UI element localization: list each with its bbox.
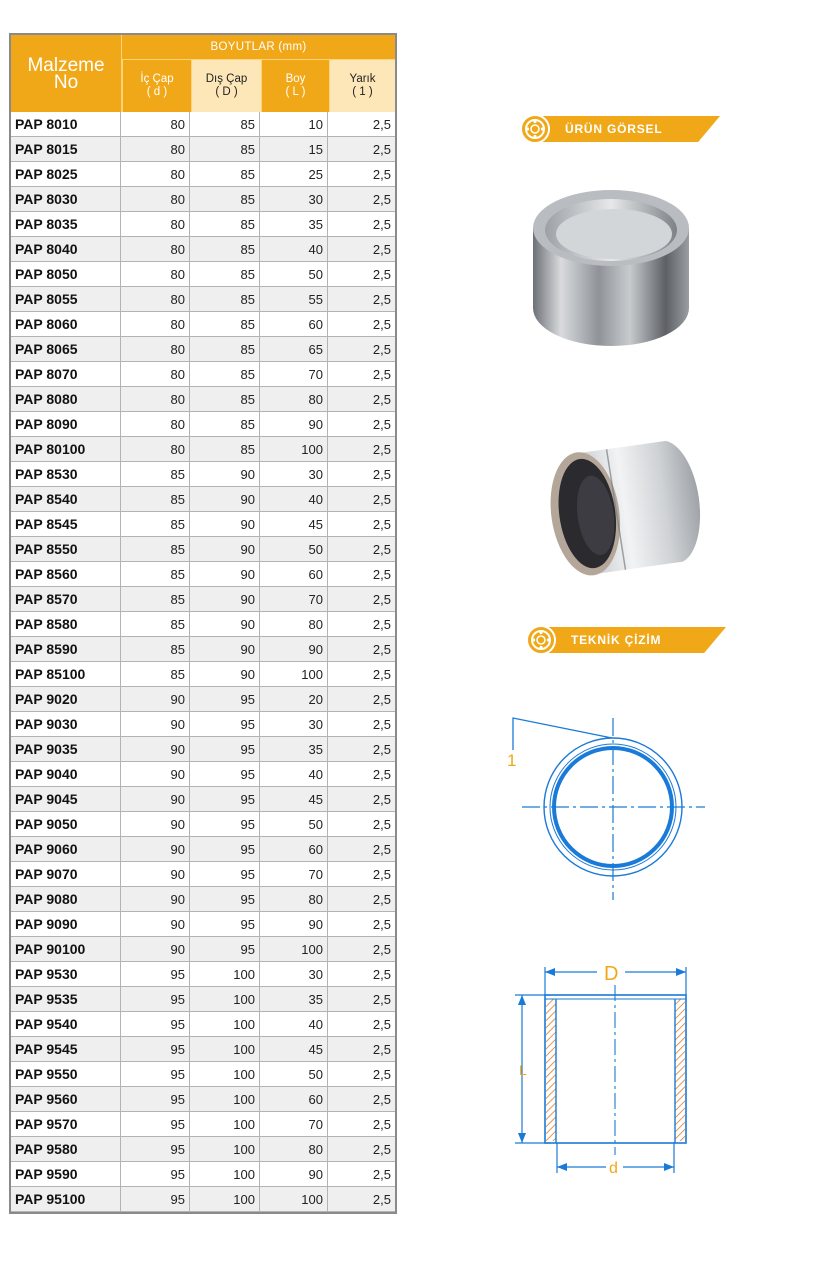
cell-outer-diameter: 85 — [190, 212, 260, 237]
cell-length: 15 — [260, 137, 328, 162]
cell-material-no: PAP 9545 — [11, 1037, 121, 1062]
cell-material-no: PAP 8590 — [11, 637, 121, 662]
product-photo-composite-bushing — [524, 420, 714, 585]
cell-material-no: PAP 8010 — [11, 112, 121, 137]
cell-length: 50 — [260, 537, 328, 562]
cell-inner-diameter: 90 — [121, 762, 190, 787]
section-title-drawing: TEKNİK ÇİZİM — [571, 633, 662, 647]
cell-inner-diameter: 85 — [121, 462, 190, 487]
cell-outer-diameter: 95 — [190, 762, 260, 787]
cell-material-no: PAP 8030 — [11, 187, 121, 212]
cell-inner-diameter: 85 — [121, 637, 190, 662]
cell-outer-diameter: 90 — [190, 512, 260, 537]
cell-outer-diameter: 100 — [190, 1012, 260, 1037]
cell-length: 100 — [260, 937, 328, 962]
cell-outer-diameter: 100 — [190, 1087, 260, 1112]
cell-inner-diameter: 90 — [121, 937, 190, 962]
cell-outer-diameter: 95 — [190, 812, 260, 837]
table-row — [11, 612, 395, 637]
cell-material-no: PAP 8550 — [11, 537, 121, 562]
length-label: L — [519, 1062, 527, 1078]
cell-length: 25 — [260, 162, 328, 187]
cell-gap: 2,5 — [328, 712, 395, 737]
table-header — [11, 35, 395, 112]
cell-inner-diameter: 90 — [121, 912, 190, 937]
header-yarik-label: Yarık — [349, 73, 376, 85]
table-row — [11, 937, 395, 962]
cell-inner-diameter: 90 — [121, 837, 190, 862]
table-row — [11, 237, 395, 262]
cell-material-no: PAP 9580 — [11, 1137, 121, 1162]
cell-gap: 2,5 — [328, 262, 395, 287]
cell-length: 60 — [260, 562, 328, 587]
cell-length: 20 — [260, 687, 328, 712]
cell-gap: 2,5 — [328, 912, 395, 937]
cell-gap: 2,5 — [328, 962, 395, 987]
gap-label: 1 — [507, 751, 517, 770]
cell-gap: 2,5 — [328, 987, 395, 1012]
cell-material-no: PAP 8570 — [11, 587, 121, 612]
table-row — [11, 362, 395, 387]
cell-material-no: PAP 9060 — [11, 837, 121, 862]
cell-material-no: PAP 8580 — [11, 612, 121, 637]
table-row — [11, 912, 395, 937]
cell-length: 45 — [260, 512, 328, 537]
cell-inner-diameter: 90 — [121, 862, 190, 887]
cell-inner-diameter: 95 — [121, 962, 190, 987]
cell-length: 40 — [260, 487, 328, 512]
cell-outer-diameter: 85 — [190, 287, 260, 312]
header-boyutlar: BOYUTLAR (mm) — [122, 35, 395, 60]
cell-length: 90 — [260, 1162, 328, 1187]
cell-inner-diameter: 90 — [121, 737, 190, 762]
cell-gap: 2,5 — [328, 237, 395, 262]
cell-length: 60 — [260, 1087, 328, 1112]
table-row — [11, 962, 395, 987]
cell-length: 30 — [260, 712, 328, 737]
cell-outer-diameter: 100 — [190, 1062, 260, 1087]
cell-inner-diameter: 90 — [121, 812, 190, 837]
cell-length: 70 — [260, 587, 328, 612]
cell-length: 50 — [260, 1062, 328, 1087]
table-row — [11, 712, 395, 737]
table-row — [11, 737, 395, 762]
table-row — [11, 187, 395, 212]
cell-length: 40 — [260, 1012, 328, 1037]
cell-material-no: PAP 8025 — [11, 162, 121, 187]
cell-material-no: PAP 9530 — [11, 962, 121, 987]
cell-outer-diameter: 95 — [190, 787, 260, 812]
cell-inner-diameter: 80 — [121, 112, 190, 137]
cell-outer-diameter: 95 — [190, 912, 260, 937]
cell-gap: 2,5 — [328, 537, 395, 562]
cell-material-no: PAP 9080 — [11, 887, 121, 912]
outer-diameter-label: D — [604, 963, 619, 985]
header-dis-cap — [191, 60, 261, 112]
header-boy — [261, 60, 329, 112]
cell-material-no: PAP 9045 — [11, 787, 121, 812]
drawing-side-view — [505, 955, 705, 1185]
cell-length: 70 — [260, 362, 328, 387]
cell-material-no: PAP 9570 — [11, 1112, 121, 1137]
cell-inner-diameter: 90 — [121, 887, 190, 912]
cell-outer-diameter: 100 — [190, 1037, 260, 1062]
table-row — [11, 587, 395, 612]
table-row — [11, 412, 395, 437]
table-row — [11, 312, 395, 337]
cell-outer-diameter: 85 — [190, 262, 260, 287]
cell-outer-diameter: 95 — [190, 862, 260, 887]
cell-material-no: PAP 8035 — [11, 212, 121, 237]
cell-length: 90 — [260, 637, 328, 662]
cell-material-no: PAP 9590 — [11, 1162, 121, 1187]
cell-material-no: PAP 9090 — [11, 912, 121, 937]
table-row — [11, 762, 395, 787]
cell-length: 40 — [260, 237, 328, 262]
cell-outer-diameter: 85 — [190, 237, 260, 262]
header-dis-cap-symbol: ( D ) — [215, 86, 238, 98]
cell-inner-diameter: 85 — [121, 562, 190, 587]
cell-material-no: PAP 8080 — [11, 387, 121, 412]
cell-length: 70 — [260, 862, 328, 887]
cell-gap: 2,5 — [328, 862, 395, 887]
cell-length: 80 — [260, 1137, 328, 1162]
cell-length: 60 — [260, 312, 328, 337]
cell-material-no: PAP 8545 — [11, 512, 121, 537]
cell-gap: 2,5 — [328, 362, 395, 387]
cell-inner-diameter: 80 — [121, 287, 190, 312]
cell-outer-diameter: 95 — [190, 937, 260, 962]
table-row — [11, 287, 395, 312]
cell-gap: 2,5 — [328, 337, 395, 362]
cell-length: 50 — [260, 812, 328, 837]
table-row — [11, 462, 395, 487]
bearing-logo-icon — [520, 114, 550, 144]
header-yarik-symbol: ( 1 ) — [352, 86, 373, 98]
cell-inner-diameter: 80 — [121, 437, 190, 462]
table-row — [11, 862, 395, 887]
inner-diameter-label: d — [609, 1160, 618, 1177]
cell-outer-diameter: 95 — [190, 712, 260, 737]
cell-outer-diameter: 85 — [190, 387, 260, 412]
cell-material-no: PAP 85100 — [11, 662, 121, 687]
header-ic-cap-symbol: ( d ) — [146, 86, 168, 98]
cell-outer-diameter: 95 — [190, 837, 260, 862]
header-ic-cap — [122, 60, 191, 112]
header-malzeme-no — [11, 35, 122, 112]
cell-inner-diameter: 80 — [121, 237, 190, 262]
cell-inner-diameter: 90 — [121, 712, 190, 737]
header-dis-cap-label: Dış Çap — [205, 73, 248, 85]
cell-material-no: PAP 8055 — [11, 287, 121, 312]
table-row — [11, 1162, 395, 1187]
cell-material-no: PAP 8050 — [11, 262, 121, 287]
cell-gap: 2,5 — [328, 212, 395, 237]
table-row — [11, 637, 395, 662]
cell-outer-diameter: 100 — [190, 1162, 260, 1187]
cell-material-no: PAP 8540 — [11, 487, 121, 512]
cell-material-no: PAP 90100 — [11, 937, 121, 962]
cell-material-no: PAP 9540 — [11, 1012, 121, 1037]
cell-inner-diameter: 95 — [121, 1187, 190, 1212]
cell-length: 35 — [260, 737, 328, 762]
cell-length: 35 — [260, 987, 328, 1012]
header-no-label: No — [53, 71, 79, 93]
cell-material-no: PAP 8015 — [11, 137, 121, 162]
product-photo-steel-bushing — [528, 178, 694, 358]
cell-gap: 2,5 — [328, 587, 395, 612]
cell-material-no: PAP 9035 — [11, 737, 121, 762]
cell-outer-diameter: 95 — [190, 737, 260, 762]
cell-material-no: PAP 9070 — [11, 862, 121, 887]
cell-gap: 2,5 — [328, 1187, 395, 1212]
cell-gap: 2,5 — [328, 812, 395, 837]
cell-length: 100 — [260, 1187, 328, 1212]
cell-gap: 2,5 — [328, 887, 395, 912]
cell-length: 45 — [260, 787, 328, 812]
cell-material-no: PAP 9020 — [11, 687, 121, 712]
header-boy-label: Boy — [285, 73, 306, 85]
header-ic-cap-label: İç Çap — [140, 73, 174, 85]
cell-outer-diameter: 90 — [190, 562, 260, 587]
cell-outer-diameter: 100 — [190, 1187, 260, 1212]
cell-inner-diameter: 80 — [121, 412, 190, 437]
cell-material-no: PAP 9550 — [11, 1062, 121, 1087]
cell-gap: 2,5 — [328, 837, 395, 862]
table-row — [11, 687, 395, 712]
section-product-image — [520, 114, 720, 144]
table-row — [11, 812, 395, 837]
cell-inner-diameter: 80 — [121, 162, 190, 187]
header-boy-symbol: ( L ) — [285, 86, 306, 98]
cell-inner-diameter: 80 — [121, 187, 190, 212]
cell-outer-diameter: 90 — [190, 612, 260, 637]
cell-outer-diameter: 100 — [190, 1112, 260, 1137]
cell-outer-diameter: 85 — [190, 412, 260, 437]
cell-gap: 2,5 — [328, 762, 395, 787]
cell-gap: 2,5 — [328, 1012, 395, 1037]
cell-gap: 2,5 — [328, 137, 395, 162]
table-row — [11, 337, 395, 362]
cell-outer-diameter: 90 — [190, 537, 260, 562]
cell-inner-diameter: 95 — [121, 1087, 190, 1112]
bearing-logo-icon — [526, 625, 556, 655]
cell-outer-diameter: 100 — [190, 962, 260, 987]
cell-length: 60 — [260, 837, 328, 862]
cell-gap: 2,5 — [328, 1087, 395, 1112]
drawing-front-view — [500, 710, 715, 910]
cell-material-no: PAP 8040 — [11, 237, 121, 262]
cell-material-no: PAP 8065 — [11, 337, 121, 362]
cell-gap: 2,5 — [328, 662, 395, 687]
cell-inner-diameter: 95 — [121, 1137, 190, 1162]
cell-inner-diameter: 90 — [121, 687, 190, 712]
table-row — [11, 1012, 395, 1037]
cell-outer-diameter: 95 — [190, 887, 260, 912]
cell-outer-diameter: 85 — [190, 362, 260, 387]
cell-length: 10 — [260, 112, 328, 137]
cell-inner-diameter: 85 — [121, 512, 190, 537]
cell-outer-diameter: 85 — [190, 162, 260, 187]
table-row — [11, 437, 395, 462]
cell-gap: 2,5 — [328, 937, 395, 962]
cell-outer-diameter: 90 — [190, 462, 260, 487]
cell-outer-diameter: 85 — [190, 437, 260, 462]
cell-gap: 2,5 — [328, 1062, 395, 1087]
cell-gap: 2,5 — [328, 312, 395, 337]
cell-inner-diameter: 80 — [121, 312, 190, 337]
cell-gap: 2,5 — [328, 287, 395, 312]
cell-inner-diameter: 80 — [121, 137, 190, 162]
cell-gap: 2,5 — [328, 1137, 395, 1162]
cell-gap: 2,5 — [328, 437, 395, 462]
table-row — [11, 1137, 395, 1162]
cell-gap: 2,5 — [328, 487, 395, 512]
cell-material-no: PAP 8530 — [11, 462, 121, 487]
section-title-product: ÜRÜN GÖRSEL — [565, 122, 663, 136]
cell-inner-diameter: 85 — [121, 612, 190, 637]
cell-inner-diameter: 95 — [121, 1162, 190, 1187]
cell-inner-diameter: 95 — [121, 1062, 190, 1087]
cell-material-no: PAP 9535 — [11, 987, 121, 1012]
cell-length: 30 — [260, 462, 328, 487]
cell-inner-diameter: 95 — [121, 987, 190, 1012]
cell-outer-diameter: 85 — [190, 112, 260, 137]
cell-material-no: PAP 9040 — [11, 762, 121, 787]
table-row — [11, 537, 395, 562]
cell-outer-diameter: 85 — [190, 187, 260, 212]
table-row — [11, 112, 395, 137]
cell-length: 50 — [260, 262, 328, 287]
table-row — [11, 262, 395, 287]
table-row — [11, 487, 395, 512]
cell-outer-diameter: 95 — [190, 687, 260, 712]
cell-length: 80 — [260, 612, 328, 637]
cell-outer-diameter: 85 — [190, 337, 260, 362]
table-row — [11, 137, 395, 162]
cell-inner-diameter: 85 — [121, 662, 190, 687]
cell-length: 35 — [260, 212, 328, 237]
cell-material-no: PAP 95100 — [11, 1187, 121, 1212]
cell-material-no: PAP 9050 — [11, 812, 121, 837]
cell-inner-diameter: 80 — [121, 212, 190, 237]
table-row — [11, 1037, 395, 1062]
cell-length: 90 — [260, 412, 328, 437]
cell-length: 45 — [260, 1037, 328, 1062]
cell-gap: 2,5 — [328, 687, 395, 712]
cell-inner-diameter: 95 — [121, 1112, 190, 1137]
cell-inner-diameter: 95 — [121, 1037, 190, 1062]
cell-gap: 2,5 — [328, 1162, 395, 1187]
cell-material-no: PAP 80100 — [11, 437, 121, 462]
cell-gap: 2,5 — [328, 562, 395, 587]
cell-inner-diameter: 90 — [121, 787, 190, 812]
cell-outer-diameter: 90 — [190, 637, 260, 662]
cell-inner-diameter: 85 — [121, 487, 190, 512]
cell-gap: 2,5 — [328, 112, 395, 137]
cell-material-no: PAP 9030 — [11, 712, 121, 737]
table-row — [11, 212, 395, 237]
cell-length: 55 — [260, 287, 328, 312]
header-malzeme-label: Malzeme — [27, 54, 105, 76]
cell-gap: 2,5 — [328, 387, 395, 412]
cell-outer-diameter: 100 — [190, 1137, 260, 1162]
cell-material-no: PAP 8060 — [11, 312, 121, 337]
cell-gap: 2,5 — [328, 412, 395, 437]
cell-length: 65 — [260, 337, 328, 362]
table-row — [11, 787, 395, 812]
cell-material-no: PAP 8560 — [11, 562, 121, 587]
cell-outer-diameter: 100 — [190, 987, 260, 1012]
table-row — [11, 887, 395, 912]
table-row — [11, 162, 395, 187]
cell-gap: 2,5 — [328, 462, 395, 487]
cell-outer-diameter: 85 — [190, 312, 260, 337]
cell-length: 40 — [260, 762, 328, 787]
cell-material-no: PAP 8070 — [11, 362, 121, 387]
cell-length: 100 — [260, 662, 328, 687]
table-row — [11, 562, 395, 587]
cell-outer-diameter: 90 — [190, 487, 260, 512]
table-row — [11, 1187, 395, 1212]
cell-length: 30 — [260, 962, 328, 987]
cell-gap: 2,5 — [328, 187, 395, 212]
cell-inner-diameter: 80 — [121, 262, 190, 287]
cell-length: 80 — [260, 887, 328, 912]
cell-length: 30 — [260, 187, 328, 212]
cell-inner-diameter: 80 — [121, 337, 190, 362]
table-row — [11, 1087, 395, 1112]
cell-inner-diameter: 85 — [121, 587, 190, 612]
cell-length: 100 — [260, 437, 328, 462]
cell-gap: 2,5 — [328, 1037, 395, 1062]
cell-material-no: PAP 9560 — [11, 1087, 121, 1112]
section-technical-drawing — [526, 625, 726, 655]
header-yarik — [329, 60, 395, 112]
cell-length: 90 — [260, 912, 328, 937]
cell-gap: 2,5 — [328, 612, 395, 637]
cell-material-no: PAP 8090 — [11, 412, 121, 437]
cell-outer-diameter: 85 — [190, 137, 260, 162]
table-row — [11, 987, 395, 1012]
cell-gap: 2,5 — [328, 162, 395, 187]
table-row — [11, 1062, 395, 1087]
table-row — [11, 387, 395, 412]
cell-gap: 2,5 — [328, 637, 395, 662]
cell-gap: 2,5 — [328, 512, 395, 537]
cell-gap: 2,5 — [328, 737, 395, 762]
cell-inner-diameter: 80 — [121, 362, 190, 387]
table-row — [11, 837, 395, 862]
cell-outer-diameter: 90 — [190, 587, 260, 612]
table-row — [11, 1112, 395, 1137]
table-row — [11, 662, 395, 687]
table-body — [11, 112, 395, 1212]
cell-length: 70 — [260, 1112, 328, 1137]
cell-inner-diameter: 95 — [121, 1012, 190, 1037]
table-row — [11, 512, 395, 537]
cell-inner-diameter: 85 — [121, 537, 190, 562]
cell-inner-diameter: 80 — [121, 387, 190, 412]
dimensions-table — [9, 33, 397, 1214]
cell-gap: 2,5 — [328, 1112, 395, 1137]
cell-outer-diameter: 90 — [190, 662, 260, 687]
cell-gap: 2,5 — [328, 787, 395, 812]
cell-length: 80 — [260, 387, 328, 412]
